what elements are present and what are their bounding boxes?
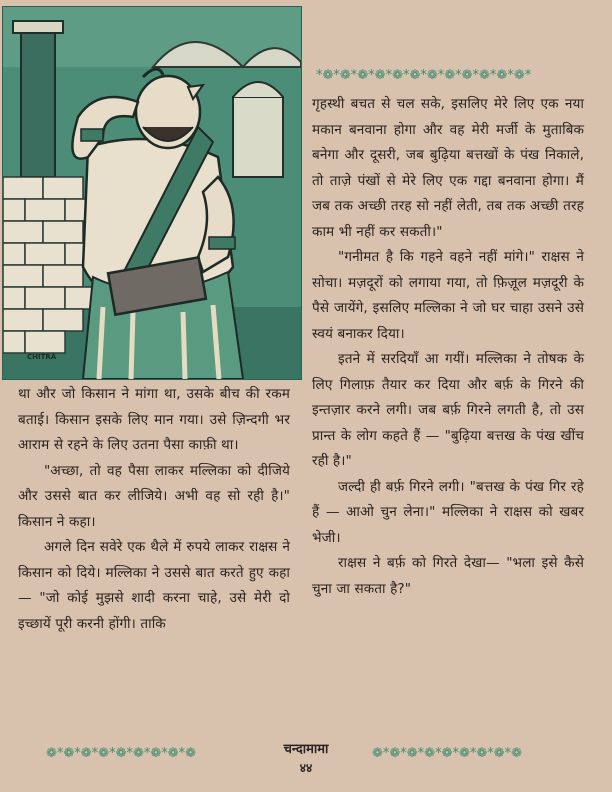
demon-carrying-brick-illustration [3, 7, 301, 379]
right-paragraph-4: जल्दी ही बर्फ़ गिरने लगी। "बत्तख के पंख गिर रहे हैं — आओ चुन लेना।" मल्लिका ने राक्षस को खबर भेजी। [312, 478, 584, 546]
left-paragraph-2: "अच्छा, तो वह पैसा लाकर मल्लिका को दीजिये और उससे बात कर लीजिये। अभी वह सो रही है।" किसान ने कहा। [18, 462, 290, 530]
magazine-title: चन्दामामा [283, 742, 329, 757]
left-column-text [18, 382, 290, 637]
ornament-divider-bottom-left: ❁*❁*❁*❁*❁*❁*❁*❁*❁ [46, 746, 197, 761]
right-paragraph-1: गृहस्थी बचत से चल सके, इसलिए मेरे लिए एक नया मकान बनवाना होगा और वह मेरी मर्जी के मुताबिक बनेगा और दूसरी, जब बुढ़िया बत्तखों के पंख निकाले, तो ताज़े पंखों से मेरे लिए एक गद्दा बनवाना होगा। मैं जब तक अच्छी तरह सो नहीं लेती, तब तक अच्छी तरह काम भी नहीं कर सकती।" [312, 96, 584, 240]
left-paragraph-3: अगले दिन सवेरे एक थैले में रुपये लाकर राक्षस ने किसान को दिये। मल्लिका ने उससे बात करते हुए कहा — "जो कोई मुझसे शादी करना चाहे, उसे मेरी दो इच्छायें पूरी करनी होंगी। ताकि [18, 539, 290, 632]
page-number: ४४ [299, 761, 313, 775]
svg-text:CHITRA: CHITRA [27, 353, 57, 361]
story-illustration [2, 6, 302, 380]
right-paragraph-3: इतने में सरदियाँ आ गयीं। मल्लिका ने तोषक के लिए गिलाफ़ तैयार कर दिया और बर्फ़ के गिरने की इन्तज़ार करने लगी। जब बर्फ़ गिरने लगती है, तो उस प्रान्त के लोग कहते हैं — "बुढ़िया बत्तख के पंख खींच रही है।" [312, 351, 584, 469]
right-paragraph-2: "गनीमत है कि गहने वहने नहीं मांगे।" राक्षस ने सोचा। मज़दूरों को लगाया गया, तो फ़िज़ूल मज़दूरी के पैसे जायेंगे, इसलिए मल्लिका ने जो घर चाहा उसने उसे स्वयं बनाकर दिया। [312, 249, 584, 342]
ornament-divider-bottom-right: ❁*❁*❁*❁*❁*❁*❁*❁*❁ [372, 746, 523, 761]
right-paragraph-5: राक्षस ने बर्फ़ को गिरते देखा— "भला इसे कैसे चुना जा सकता है?" [312, 555, 584, 597]
left-paragraph-1: था और जो किसान ने मांगा था, उसके बीच की रकम बताई। किसान इसके लिए मान गया। उसे ज़िन्दगी भर आराम से रहने के लिए उतना पैसा काफ़ी था। [18, 386, 290, 453]
ornament-divider-top: *❁*❁*❁*❁*❁*❁*❁*❁*❁*❁*❁*❁* [316, 68, 532, 83]
right-column-text [312, 92, 584, 602]
